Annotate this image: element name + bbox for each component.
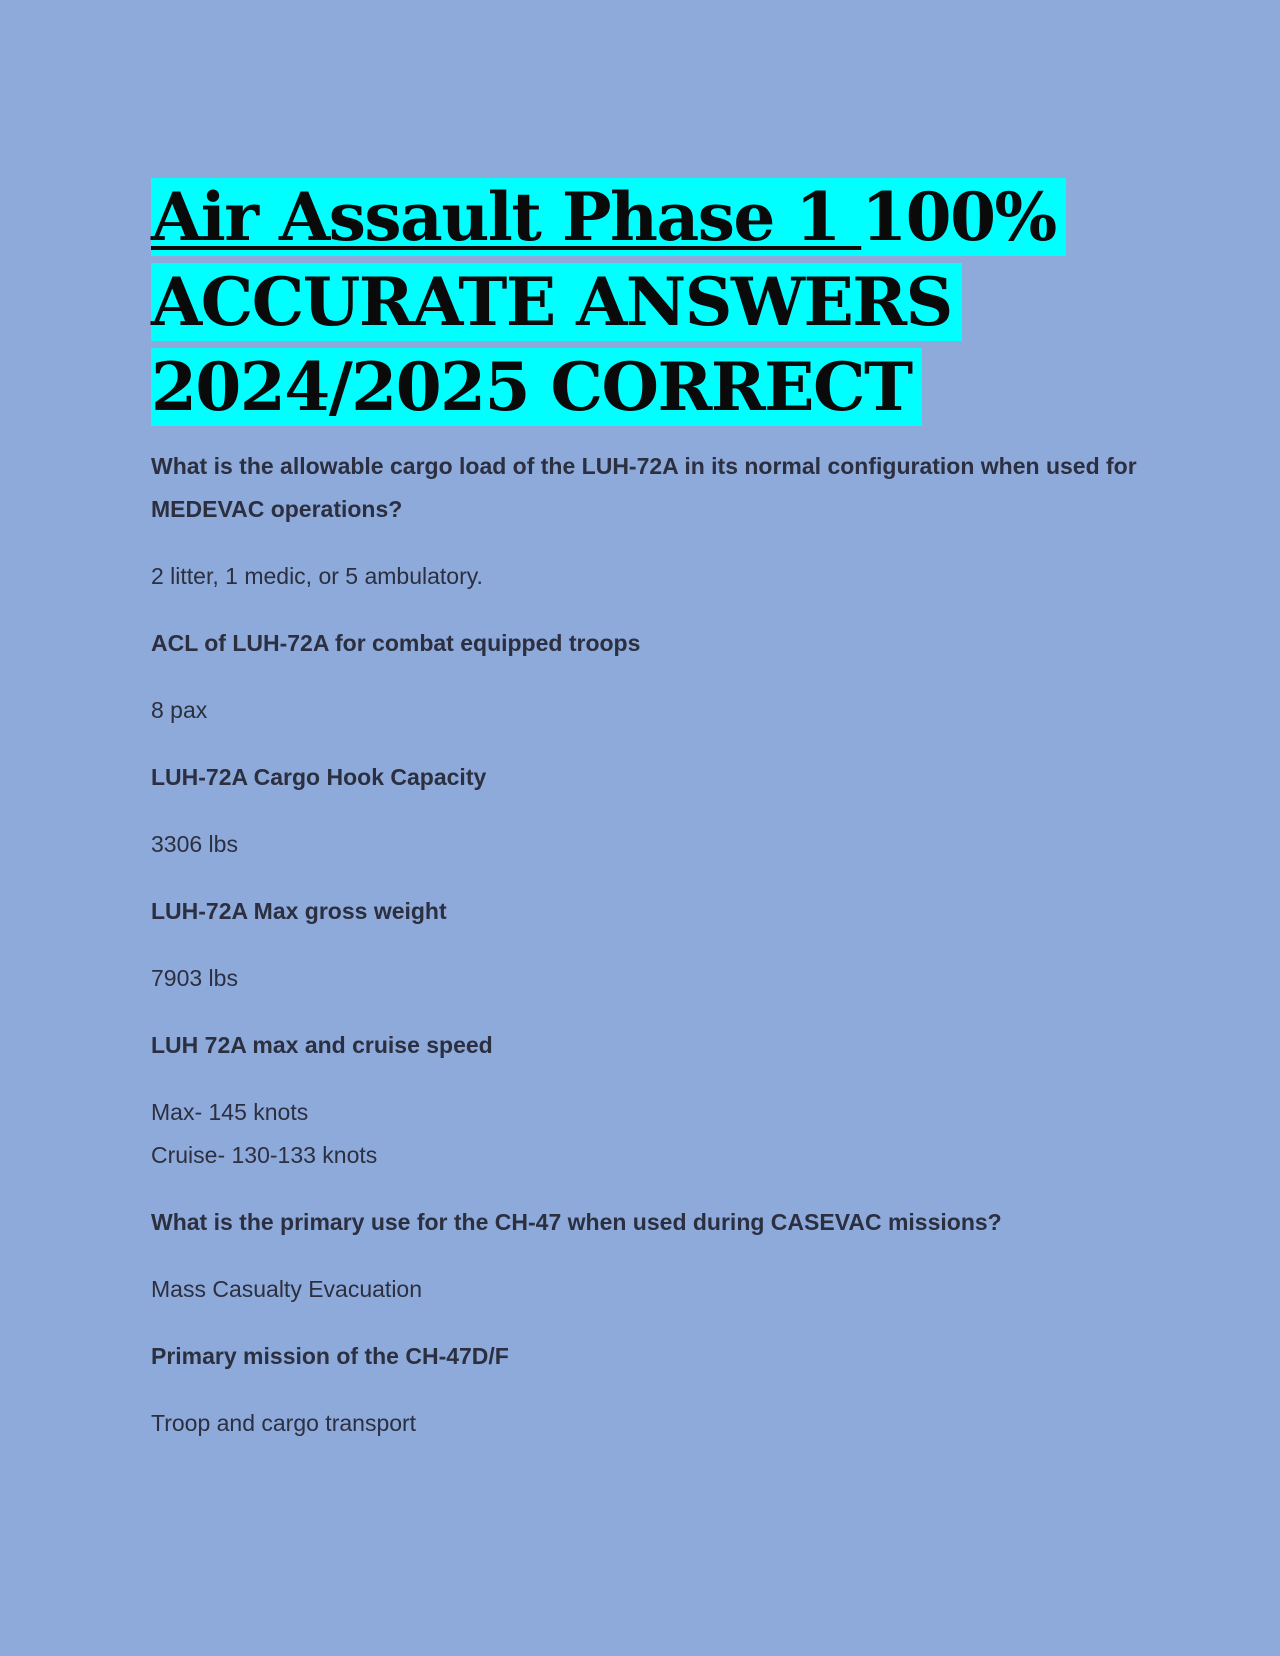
answer-7 [151,1402,1151,1445]
title-percent-text: 100% [861,178,1056,256]
question-7: Primary mission of the CH-47D/F [151,1343,509,1369]
answer-4 [151,957,1151,1000]
answer-6 [151,1268,1151,1311]
answer-line: 3306 lbs [151,831,238,857]
answer-line: Max- 145 knots [151,1099,309,1125]
title-line-3: 2024/2025 CORRECT [151,348,922,426]
question-1: What is the allowable cargo load of the LUH-72A in its normal configuration when used for MEDEVAC operations? [151,453,1137,522]
document-title [151,175,1151,430]
question-3: LUH-72A Cargo Hook Capacity [151,764,487,790]
question-2: ACL of LUH-72A for combat equipped troops [151,630,641,656]
title-line-1 [151,178,1066,256]
answer-2 [151,689,1151,732]
question-4: LUH-72A Max gross weight [151,898,447,924]
qa-list [151,445,1151,1445]
answer-3 [151,823,1151,866]
title-underlined-text: Air Assault Phase 1 [151,178,862,256]
answer-line: Troop and cargo transport [151,1410,417,1436]
answer-line: 8 pax [151,697,208,723]
answer-line: Cruise- 130-133 knots [151,1142,378,1168]
question-6: What is the primary use for the CH-47 when used during CASEVAC missions? [151,1209,1002,1235]
answer-5 [151,1091,1151,1177]
answer-line: Mass Casualty Evacuation [151,1276,423,1302]
answer-1 [151,555,1151,598]
answer-line: 7903 lbs [151,965,238,991]
answer-line: 2 litter, 1 medic, or 5 ambulatory. [151,563,483,589]
title-line-2: ACCURATE ANSWERS [151,263,962,341]
question-5: LUH 72A max and cruise speed [151,1032,493,1058]
document-page [151,175,1151,1469]
